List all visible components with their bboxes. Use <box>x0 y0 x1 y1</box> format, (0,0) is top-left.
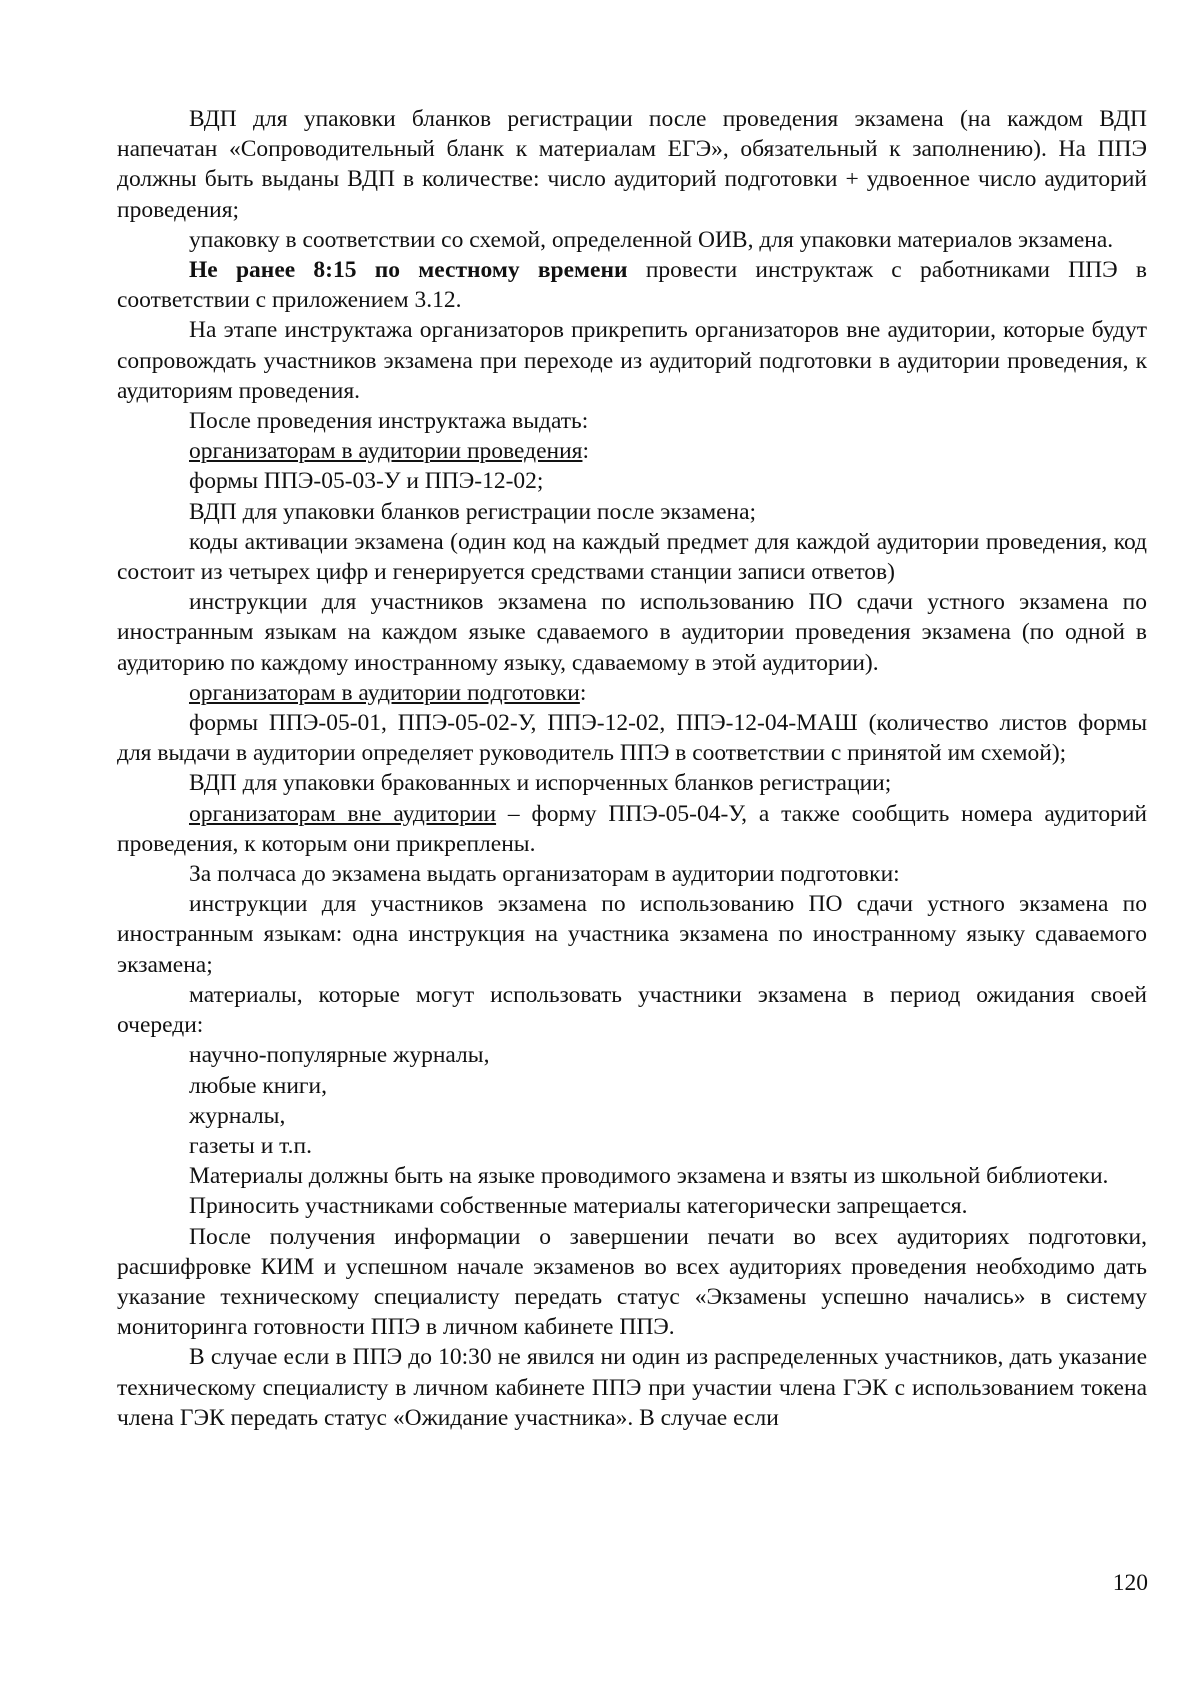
paragraph: инструкции для участников экзамена по использованию ПО сдачи устного экзамена по иностранным языкам на каждом языке сдаваемого в аудитории проведения экзамена (по одной в аудиторию по каждому иностранному языку, сдаваемому в этой аудитории). <box>117 589 1147 676</box>
paragraph: На этапе инструктажа организаторов прикрепить организаторов вне аудитории, которые будут сопровождать участников экзамена при переходе из аудиторий подготовки в аудитории проведения, к аудиториям проведения. <box>117 317 1147 404</box>
paragraph: В случае если в ППЭ до 10:30 не явился ни один из распределенных участников, дать указание техническому специалисту в личном кабинете ППЭ при участии члена ГЭК с использованием токена члена ГЭК передать статус «Ожидание участника». В случае если <box>117 1344 1147 1431</box>
paragraph: формы ППЭ-05-03-У и ППЭ-12-02; <box>189 468 544 495</box>
paragraph <box>117 255 1147 315</box>
list-item: газеты и т.п. <box>189 1132 312 1159</box>
paragraph-text: : <box>582 438 589 465</box>
paragraph-text: провести инструктаж с работниками ППЭ в соответствии с приложением 3.12. <box>117 257 1147 314</box>
paragraph <box>117 799 1147 859</box>
underlined-heading: организаторам в аудитории проведения <box>189 438 583 465</box>
paragraph: Материалы должны быть на языке проводимого экзамена и взяты из школьной библиотеки. <box>189 1163 1109 1190</box>
document-body <box>117 104 1147 1433</box>
paragraph: ВДП для упаковки бланков регистрации после проведения экзамена (на каждом ВДП напечатан «Сопроводительный бланк к материалам ЕГЭ», обязательный к заполнению). На ППЭ должны быть выданы ВДП в количестве: число аудиторий подготовки + удвоенное число аудиторий проведения; <box>117 106 1147 223</box>
paragraph: Приносить участниками собственные материалы категорически запрещается. <box>189 1193 968 1220</box>
page-number: 120 <box>1112 1570 1148 1596</box>
paragraph: формы ППЭ-05-01, ППЭ-05-02-У, ППЭ-12-02, ППЭ-12-04-МАШ (количество листов формы для выдачи в аудитории определяет руководитель ППЭ в соответствии с принятой им схемой); <box>117 710 1147 767</box>
paragraph: После проведения инструктажа выдать: <box>189 408 589 435</box>
paragraph: инструкции для участников экзамена по использованию ПО сдачи устного экзамена по иностранным языкам: одна инструкция на участника экзамена по иностранному языку сдаваемого экзамена; <box>117 891 1147 978</box>
paragraph: материалы, которые могут использовать участники экзамена в период ожидания своей очереди: <box>117 981 1147 1039</box>
paragraph-text: : <box>579 679 587 706</box>
bold-text: Не ранее 8:15 по местному времени <box>189 257 628 284</box>
paragraph <box>117 678 1147 708</box>
list-item: любые книги, <box>189 1072 327 1099</box>
list-item: журналы, <box>189 1102 286 1129</box>
paragraph: коды активации экзамена (один код на каждый предмет для каждой аудитории проведения, код состоит из четырех цифр и генерируется средствами станции записи ответов) <box>117 528 1147 586</box>
paragraph: ВДП для упаковки бракованных и испорченных бланков регистрации; <box>189 770 892 797</box>
underlined-heading: организаторам вне аудитории <box>189 800 497 827</box>
paragraph: упаковку в соответствии со схемой, определенной ОИВ, для упаковки материалов экзамена. <box>189 226 1114 253</box>
underlined-heading: организаторам в аудитории подготовки <box>189 679 580 706</box>
paragraph <box>117 436 1147 466</box>
paragraph: ВДП для упаковки бланков регистрации после экзамена; <box>189 498 757 525</box>
paragraph-text: – форму ППЭ-05-04-У, а также сообщить номера аудиторий проведения, к которым они прикреплены. <box>117 800 1148 857</box>
paragraph: За полчаса до экзамена выдать организаторам в аудитории подготовки: <box>189 861 900 888</box>
paragraph: После получения информации о завершении печати во всех аудиториях подготовки, расшифровке КИМ и успешном начале экзаменов во всех аудиториях проведения необходимо дать указание техническому специалисту передать статус «Экзамены успешно начались» в систему мониторинга готовности ППЭ в личном кабинете ППЭ. <box>117 1223 1147 1341</box>
list-item: научно-популярные журналы, <box>189 1042 490 1069</box>
